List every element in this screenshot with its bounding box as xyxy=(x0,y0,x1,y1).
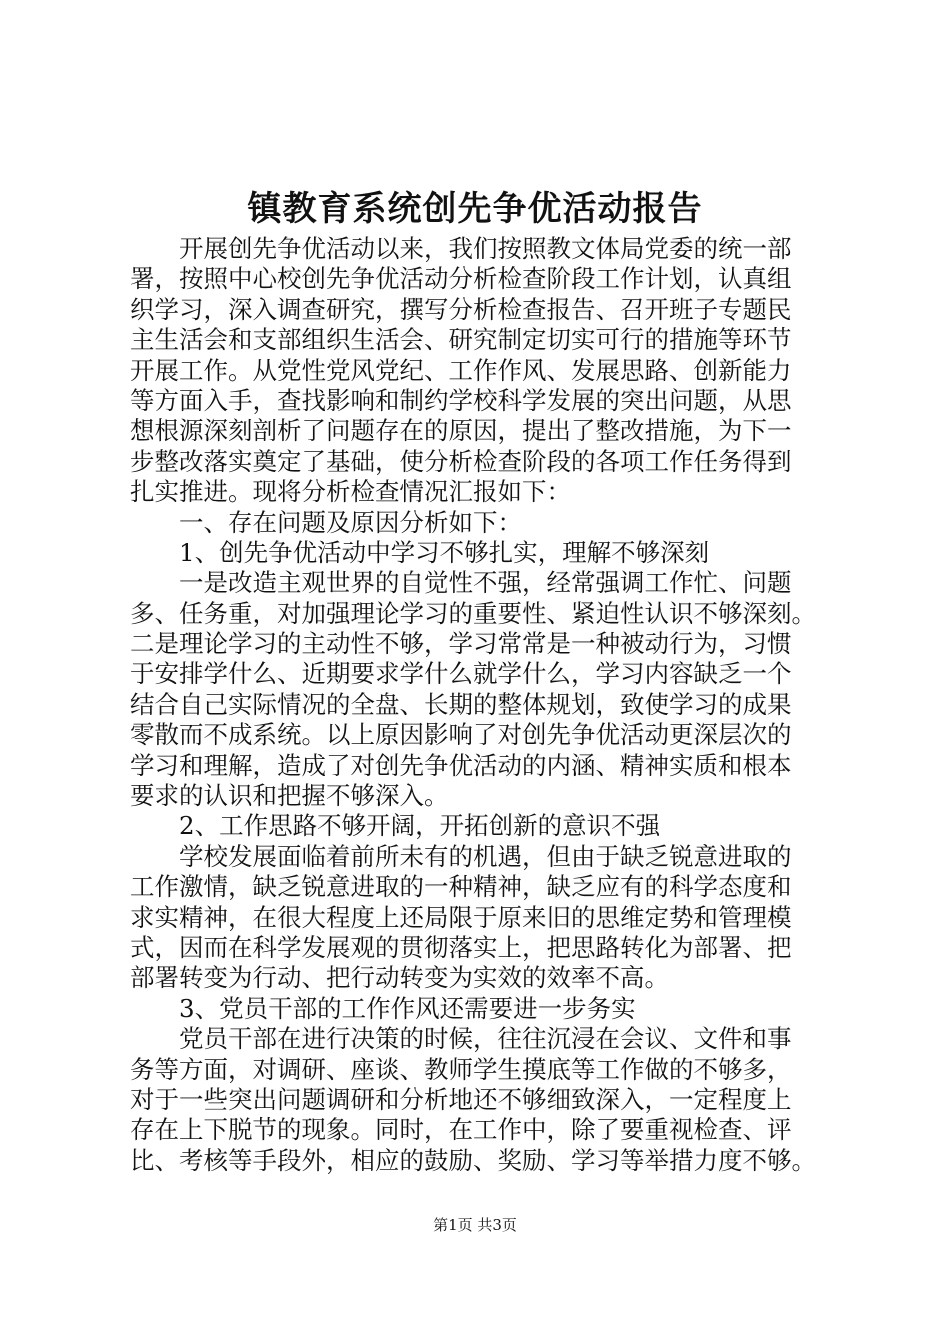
body-line: 工作激情，缺乏锐意进取的一种精神，缺乏应有的科学态度和 xyxy=(130,872,792,902)
body-line: 开展创先争优活动以来，我们按照教文体局党委的统一部 xyxy=(130,234,792,263)
body-line: 学习和理解，造成了对创先争优活动的内涵、精神实质和根本 xyxy=(130,750,792,780)
section-heading: 一、存在问题及原因分析如下： xyxy=(130,507,522,537)
body-line: 比、考核等手段外，相应的鼓励、奖励、学习等举措力度不够。 xyxy=(130,1145,816,1175)
document-title: 镇教育系统创先争优活动报告 xyxy=(247,189,703,229)
body-line: 扎实推进。现将分析检查情况汇报如下： xyxy=(130,477,571,507)
body-line: 想根源深刻剖析了问题存在的原因，提出了整改措施，为下一 xyxy=(130,416,792,446)
body-line: 织学习，深入调查研究，撰写分析检查报告、召开班子专题民 xyxy=(130,294,792,324)
body-line: 党员干部在进行决策的时候，往往沉浸在会议、文件和事 xyxy=(130,1024,792,1054)
body-line: 对于一些突出问题调研和分析地还不够细致深入，一定程度上 xyxy=(130,1084,792,1114)
body-line: 步整改落实奠定了基础，使分析检查阶段的各项工作任务得到 xyxy=(130,446,792,476)
body-line: 部署转变为行动、把行动转变为实效的效率不高。 xyxy=(130,963,669,993)
body-line: 存在上下脱节的现象。同时，在工作中，除了要重视检查、评 xyxy=(130,1115,792,1145)
body-line: 务等方面，对调研、座谈、教师学生摸底等工作做的不够多， xyxy=(130,1054,792,1084)
body-line: 主生活会和支部组织生活会、研究制定切实可行的措施等环节 xyxy=(130,325,792,355)
body-line: 学校发展面临着前所未有的机遇，但由于缺乏锐意进取的 xyxy=(130,841,792,871)
body-line: 开展工作。从党性党风党纪、工作作风、发展思路、创新能力 xyxy=(130,355,792,385)
body-line: 零散而不成系统。以上原因影响了对创先争优活动更深层次的 xyxy=(130,720,792,750)
body-line: 多、任务重，对加强理论学习的重要性、紧迫性认识不够深刻。 xyxy=(130,598,816,628)
subsection-heading: 1、创先争优活动中学习不够扎实，理解不够深刻 xyxy=(130,537,710,567)
document-body xyxy=(130,234,830,1176)
body-line: 一是改造主观世界的自觉性不强，经常强调工作忙、问题 xyxy=(130,568,792,598)
page-footer: 第1页 共3页 xyxy=(433,1216,517,1234)
body-line: 式，因而在科学发展观的贯彻落实上，把思路转化为部署、把 xyxy=(130,932,792,962)
body-line: 求实精神，在很大程度上还局限于原来旧的思维定势和管理模 xyxy=(130,902,792,932)
subsection-heading: 2、工作思路不够开阔，开拓创新的意识不强 xyxy=(130,811,661,841)
body-line: 等方面入手，查找影响和制约学校科学发展的突出问题，从思 xyxy=(130,385,792,415)
body-line: 署，按照中心校创先争优活动分析检查阶段工作计划，认真组 xyxy=(130,264,792,294)
body-line: 结合自己实际情况的全盘、长期的整体规划，致使学习的成果 xyxy=(130,689,792,719)
subsection-heading: 3、党员干部的工作作风还需要进一步务实 xyxy=(130,993,636,1023)
body-line: 要求的认识和把握不够深入。 xyxy=(130,781,449,811)
body-line: 二是理论学习的主动性不够，学习常常是一种被动行为，习惯 xyxy=(130,629,792,659)
body-line: 于安排学什么、近期要求学什么就学什么，学习内容缺乏一个 xyxy=(130,659,792,689)
